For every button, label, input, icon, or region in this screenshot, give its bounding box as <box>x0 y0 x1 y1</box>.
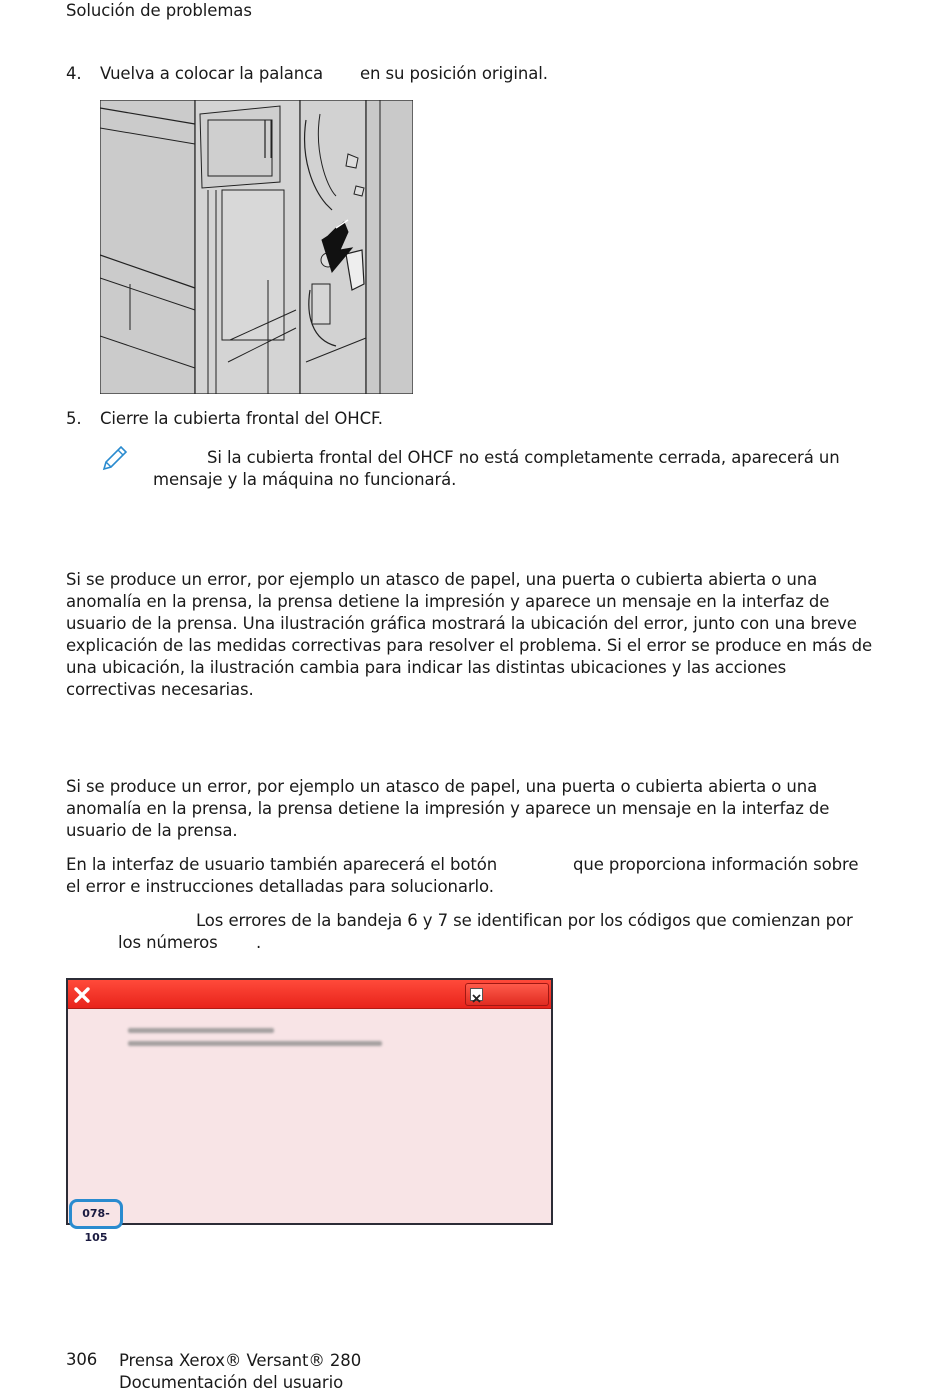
error-message-window <box>66 978 553 1244</box>
page-number: 306 <box>66 1350 98 1369</box>
close-button[interactable] <box>465 983 549 1006</box>
paragraph-line: anomalía en la prensa, la prensa detiene la impresión y aparece un mensaje en la interfaz de <box>66 592 830 611</box>
running-header: Solución de problemas <box>66 1 252 20</box>
paragraph-3-line-1-after: que proporciona información sobre <box>573 855 859 874</box>
printer-lever-drawing <box>100 100 413 394</box>
step-5-number: 5. <box>66 409 82 428</box>
note-1-line-2: mensaje y la máquina no funcionará. <box>153 470 457 489</box>
paragraph-2 <box>66 776 881 842</box>
step-4-text-before: Vuelva a colocar la palanca <box>100 64 324 83</box>
paragraph-3-line-1-before: En la interfaz de usuario también aparecerá el botón <box>66 855 498 874</box>
paragraph-line: Si se produce un error, por ejemplo un atasco de papel, una puerta o cubierta abierta o una <box>66 570 818 589</box>
paragraph-line: usuario de la prensa. <box>66 821 238 840</box>
step-5 <box>0 408 950 432</box>
pencil-icon <box>100 443 130 473</box>
close-box-icon <box>470 988 483 1001</box>
note-2-line-1: Los errores de la bandeja 6 y 7 se identifican por los códigos que comienzan por <box>196 911 853 930</box>
error-title-bar <box>68 980 551 1009</box>
step-4-number: 4. <box>66 64 82 83</box>
lever-illustration <box>100 100 413 394</box>
paragraph-line: Si se produce un error, por ejemplo un atasco de papel, una puerta o cubierta abierta o una <box>66 777 818 796</box>
paragraph-line: una ubicación, la ilustración cambia para indicar las distintas ubicaciones y las acciones <box>66 658 787 677</box>
footer-title <box>119 1350 361 1394</box>
note-1-line-1: Si la cubierta frontal del OHCF no está completamente cerrada, aparecerá un <box>207 448 840 467</box>
blurred-message-line <box>128 1041 382 1046</box>
paragraph-line: anomalía en la prensa, la prensa detiene la impresión y aparece un mensaje en la interfaz de <box>66 799 830 818</box>
error-x-icon <box>73 986 91 1004</box>
paragraph-line: usuario de la prensa. Una ilustración gráfica mostrará la ubicación del error, junto con una breve <box>66 614 857 633</box>
paragraph-3-line-2: el error e instrucciones detalladas para solucionarlo. <box>66 877 494 896</box>
step-5-text: Cierre la cubierta frontal del OHCF. <box>100 409 383 428</box>
blurred-message-line <box>128 1028 274 1033</box>
step-4 <box>0 63 950 87</box>
footer-product-name: Prensa Xerox® Versant® 280 <box>119 1351 362 1370</box>
paragraph-line: explicación de las medidas correctivas para resolver el problema. Si el error se produce en más de <box>66 636 873 655</box>
paragraph-line: correctivas necesarias. <box>66 680 254 699</box>
note-2-line-2-before: los números <box>118 933 218 952</box>
step-4-text-after: en su posición original. <box>360 64 548 83</box>
paragraph-1 <box>66 569 881 701</box>
footer-doc-name: Documentación del usuario <box>119 1373 344 1392</box>
fault-code-highlight: 078-105 <box>69 1199 123 1229</box>
note-2-line-2-after: . <box>256 933 262 952</box>
